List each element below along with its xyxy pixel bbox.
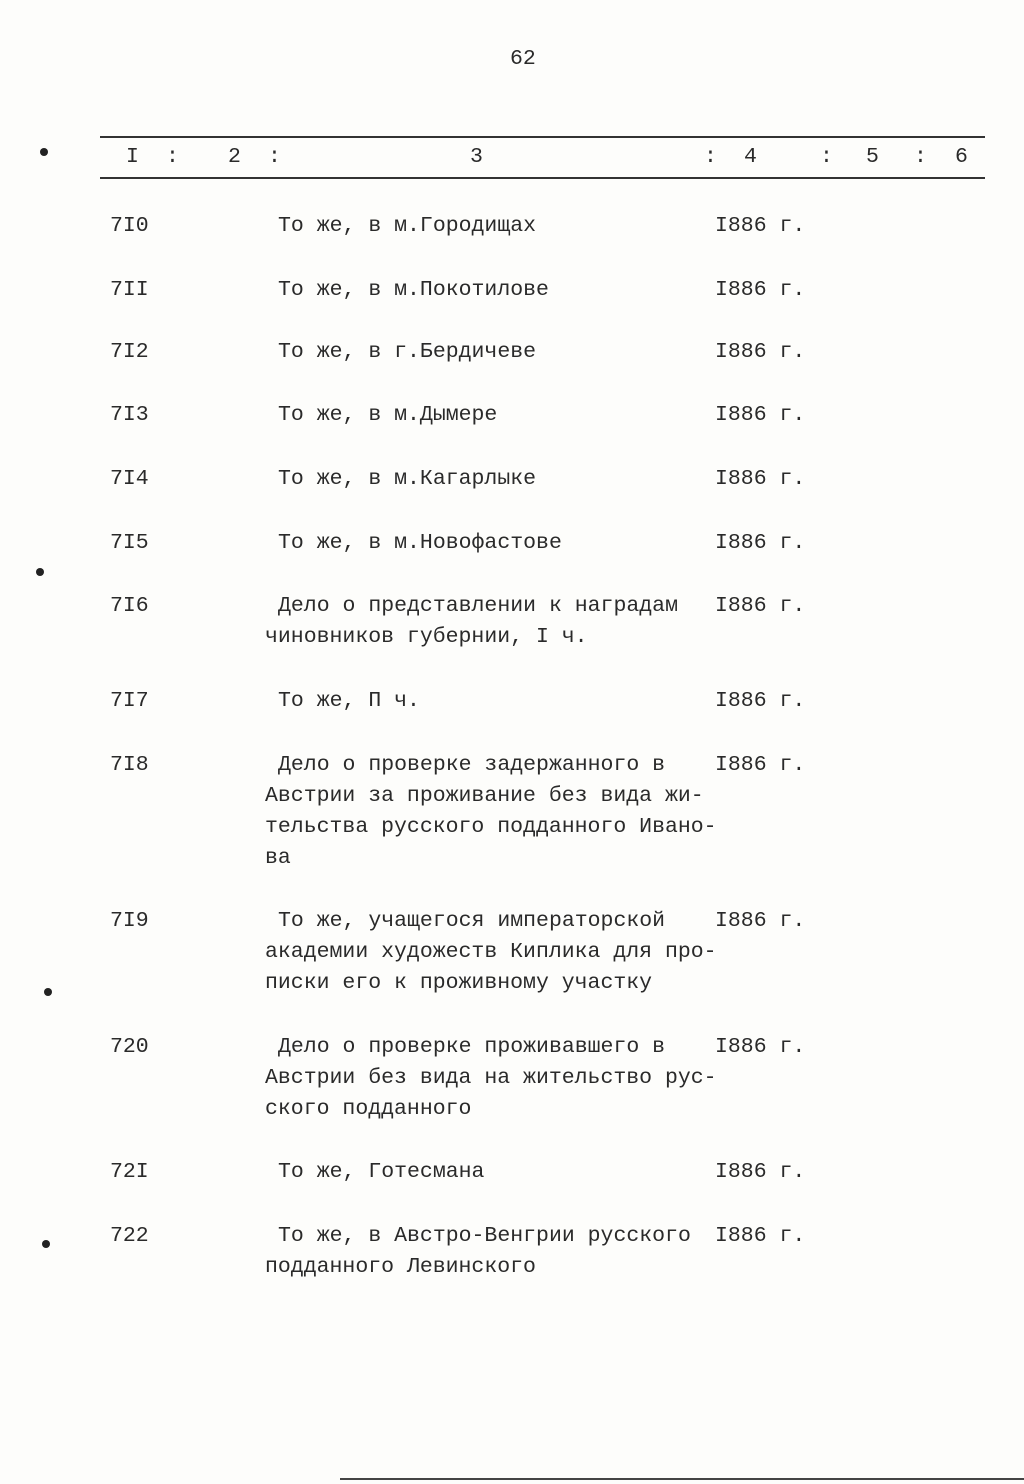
header-bottom-rule [100, 177, 985, 179]
item-year: I886 г. [715, 753, 806, 777]
item-description [278, 337, 536, 368]
description-line: Дело о проверке задержанного в [278, 753, 666, 777]
item-year: I886 г. [715, 340, 806, 364]
item-number: 7I0 [110, 214, 149, 238]
item-number: 720 [110, 1035, 149, 1059]
item-year: I886 г. [715, 689, 806, 713]
description-line: То же, П ч. [278, 689, 420, 713]
description-line: чиновников губернии, I ч. [265, 625, 588, 649]
description-line: Австрии за проживание без вида жи- [265, 784, 704, 808]
item-number: 7I5 [110, 531, 149, 555]
item-year: I886 г. [715, 214, 806, 238]
item-description [278, 686, 420, 717]
item-number: 7I8 [110, 753, 149, 777]
description-line: писки его к проживному участку [265, 971, 653, 995]
item-number: 7I3 [110, 403, 149, 427]
item-number: 7I2 [110, 340, 149, 364]
description-line: подданного Левинского [265, 1255, 536, 1279]
item-description [265, 906, 717, 999]
item-description [278, 464, 536, 495]
description-line: Дело о представлении к наградам [278, 594, 678, 618]
col-sep: : [914, 145, 927, 169]
col-4-header: 4 [744, 145, 757, 169]
description-line: То же, в м.Новофастове [278, 531, 562, 555]
description-line: То же, в м.Дымере [278, 403, 498, 427]
col-1-header: I [126, 145, 139, 169]
description-line: То же, в м.Покотилове [278, 278, 549, 302]
description-line: То же, учащегося императорской [278, 909, 666, 933]
item-description [265, 1221, 691, 1283]
item-description [278, 528, 562, 559]
description-line: академии художеств Киплика для про- [265, 940, 717, 964]
col-sep: : [704, 145, 717, 169]
item-description [278, 275, 549, 306]
item-number: 722 [110, 1224, 149, 1248]
item-year: I886 г. [715, 1224, 806, 1248]
item-description [265, 1032, 717, 1125]
col-sep: : [268, 145, 281, 169]
col-sep: : [820, 145, 833, 169]
description-line: То же, в г.Бердичеве [278, 340, 537, 364]
description-line: Дело о проверке проживавшего в [278, 1035, 666, 1059]
binding-hole-mark [44, 988, 52, 996]
col-sep: : [166, 145, 179, 169]
item-year: I886 г. [715, 403, 806, 427]
col-5-header: 5 [866, 145, 879, 169]
binding-hole-mark [40, 148, 48, 156]
header-top-rule [100, 136, 985, 138]
item-description [278, 211, 536, 242]
page-number: 62 [510, 47, 536, 71]
description-line: Австрии без вида на жительство рус- [265, 1066, 717, 1090]
item-year: I886 г. [715, 531, 806, 555]
item-number: 72I [110, 1160, 149, 1184]
item-number: 7II [110, 278, 149, 302]
item-year: I886 г. [715, 1160, 806, 1184]
item-year: I886 г. [715, 467, 806, 491]
item-number: 7I4 [110, 467, 149, 491]
item-number: 7I7 [110, 689, 149, 713]
item-year: I886 г. [715, 1035, 806, 1059]
item-description [278, 400, 497, 431]
binding-hole-mark [42, 1240, 50, 1248]
description-line: То же, в м.Кагарлыке [278, 467, 537, 491]
description-line: То же, Готесмана [278, 1160, 485, 1184]
col-6-header: 6 [955, 145, 968, 169]
col-3-header: 3 [470, 145, 483, 169]
description-line: То же, в Австро-Венгрии русского [278, 1224, 691, 1248]
bottom-edge-rule [340, 1478, 1024, 1480]
item-number: 7I6 [110, 594, 149, 618]
item-year: I886 г. [715, 909, 806, 933]
binding-hole-mark [36, 568, 44, 576]
description-line: То же, в м.Городищах [278, 214, 537, 238]
item-description [265, 750, 717, 874]
item-description [265, 591, 678, 653]
item-number: 7I9 [110, 909, 149, 933]
description-line: ского подданного [265, 1097, 472, 1121]
item-description [278, 1157, 484, 1188]
col-2-header: 2 [228, 145, 241, 169]
item-year: I886 г. [715, 594, 806, 618]
description-line: ва [265, 846, 291, 870]
description-line: тельства русского подданного Ивано- [265, 815, 717, 839]
item-year: I886 г. [715, 278, 806, 302]
